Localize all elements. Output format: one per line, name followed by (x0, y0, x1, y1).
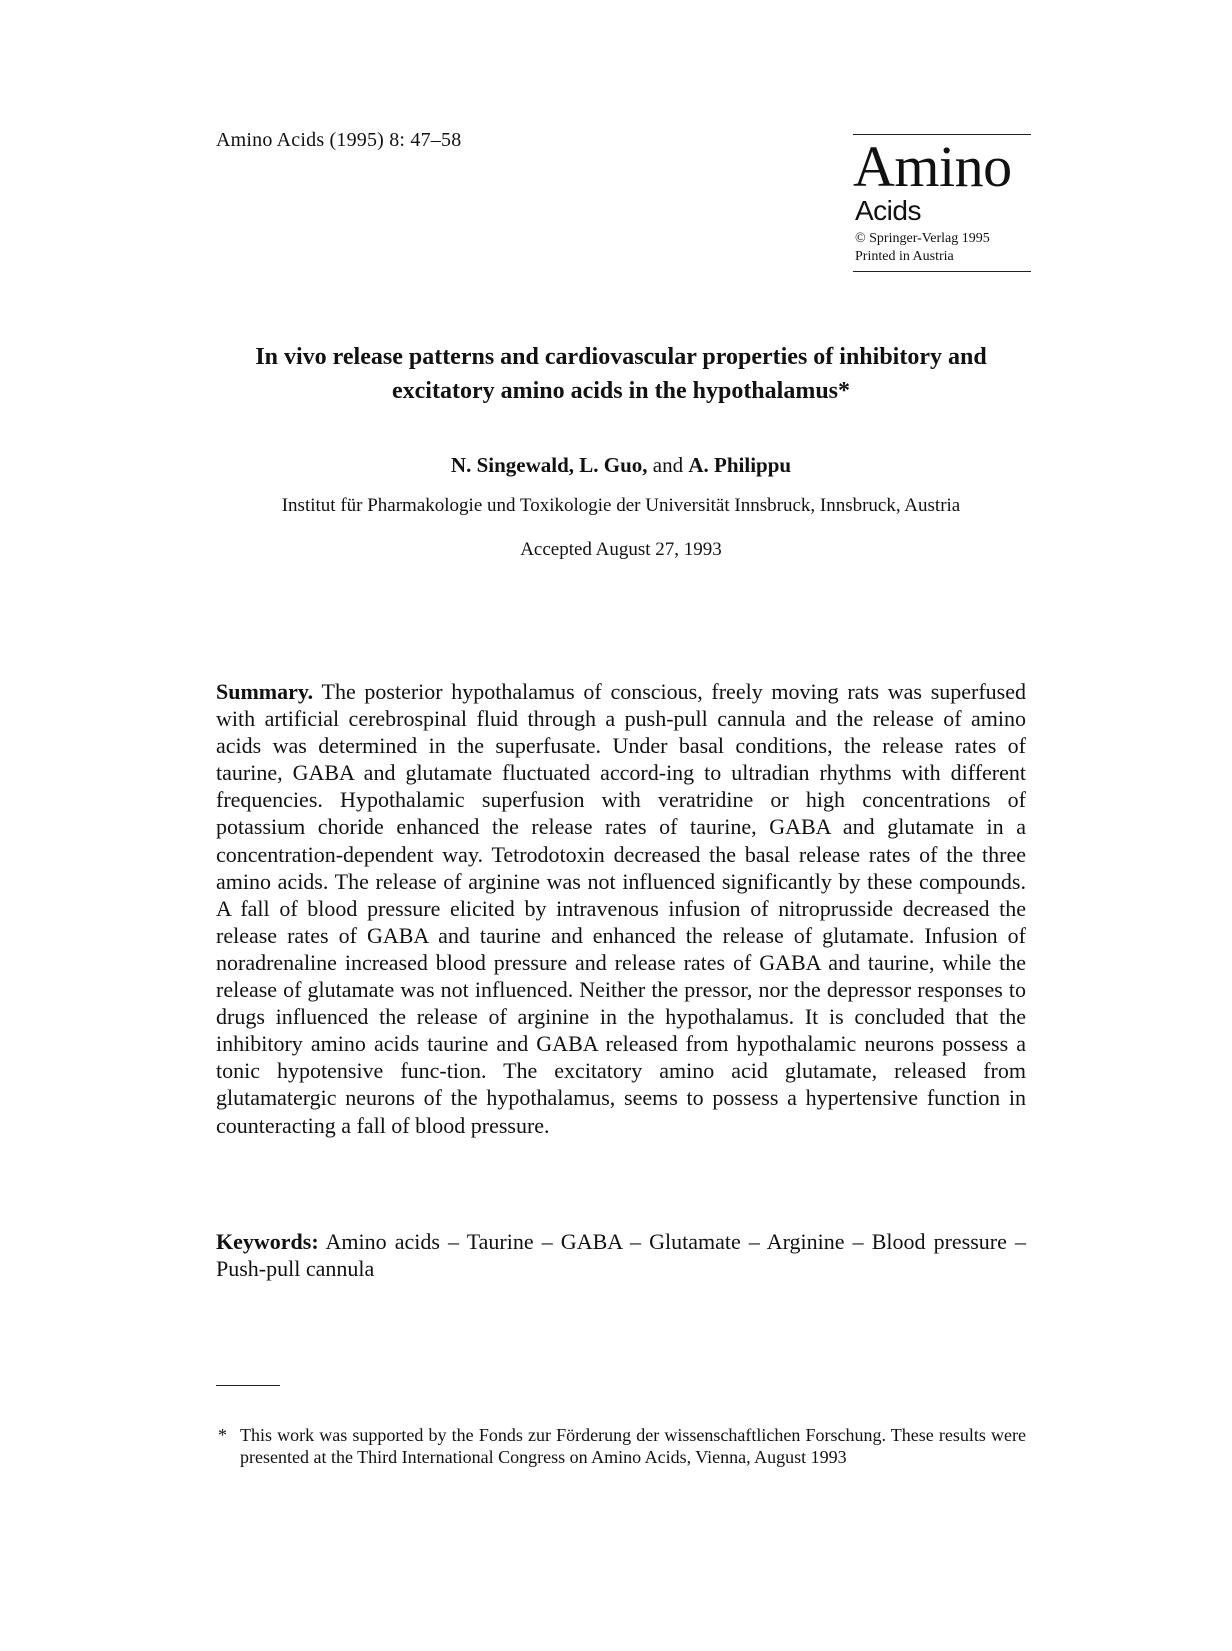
footnote-marker: * (218, 1425, 227, 1445)
author-guo: L. Guo, (579, 453, 648, 477)
footnote-separator (216, 1385, 280, 1386)
abstract-summary (216, 678, 1026, 1139)
author-affiliation: Institut für Pharmakologie und Toxikologie der Universität Innsbruck, Innsbruck, Austria (281, 495, 961, 516)
article-title: In vivo release patterns and cardiovascular properties of inhibitory and excitatory amino acids in the hypothalamus* (255, 344, 987, 404)
copyright-notice: © Springer-Verlag 1995 (855, 231, 990, 246)
keywords-section (216, 1228, 1026, 1282)
journal-citation: Amino Acids (1995) 8: 47–58 (216, 129, 462, 151)
keywords-text: Amino acids – Taurine – GABA – Glutamate – Arginine – Blood pressure – Push-pull cannula (216, 1229, 1026, 1281)
keywords-label: Keywords: (216, 1229, 319, 1254)
footnote-text: This work was supported by the Fonds zur Förderung der wissenschaftlichen Forschung. These results were presented at the Third International Congress on Amino Acids, Vienna, August 1993 (240, 1425, 1026, 1467)
summary-label: Summary. (216, 679, 314, 704)
author-philippu: A. Philippu (688, 453, 792, 477)
printed-in-notice: Printed in Austria (855, 249, 954, 264)
accepted-date: Accepted August 27, 1993 (520, 539, 722, 560)
masthead-bottom-rule (853, 271, 1031, 272)
author-list (216, 452, 1026, 478)
journal-name-amino: Amino (853, 134, 1012, 199)
journal-name-acids: Acids (855, 195, 921, 226)
author-conjunction: and (652, 453, 684, 477)
author-singewald: N. Singewald, (450, 453, 575, 477)
journal-masthead (853, 134, 1031, 273)
summary-text: The posterior hypothalamus of conscious, freely moving rats was superfused with artificial cerebrospinal fluid through a push-pull cannula and the release of amino acids was determined in the superfusate. Under basal conditions, the release rates of taurine, GABA and glutamate fluctuated accord-ing to ultradian rhythms with different frequencies. Hypothalamic superfusion with veratridine or high concentrations of potassium choride enhanced the release rates of taurine, GABA and glutamate in a concentration-dependent way. Tetrodotoxin decreased the basal release rates of the three amino acids. The release of arginine was not influenced significantly by these compounds. A fall of blood pressure elicited by intravenous infusion of nitroprusside decreased the release rates of GABA and taurine and enhanced the release of glutamate. Infusion of noradrenaline increased blood pressure and release rates of GABA and taurine, while the release of glutamate was not influenced. Neither the pressor, nor the depressor responses to drugs influenced the release of arginine in the hypothalamus. It is concluded that the inhibitory amino acids taurine and GABA released from hypothalamic neurons possess a tonic hypotensive func-tion. The excitatory amino acid glutamate, released from glutamatergic neurons of the hypothalamus, seems to possess a hypertensive function in counteracting a fall of blood pressure. (216, 679, 1026, 1138)
